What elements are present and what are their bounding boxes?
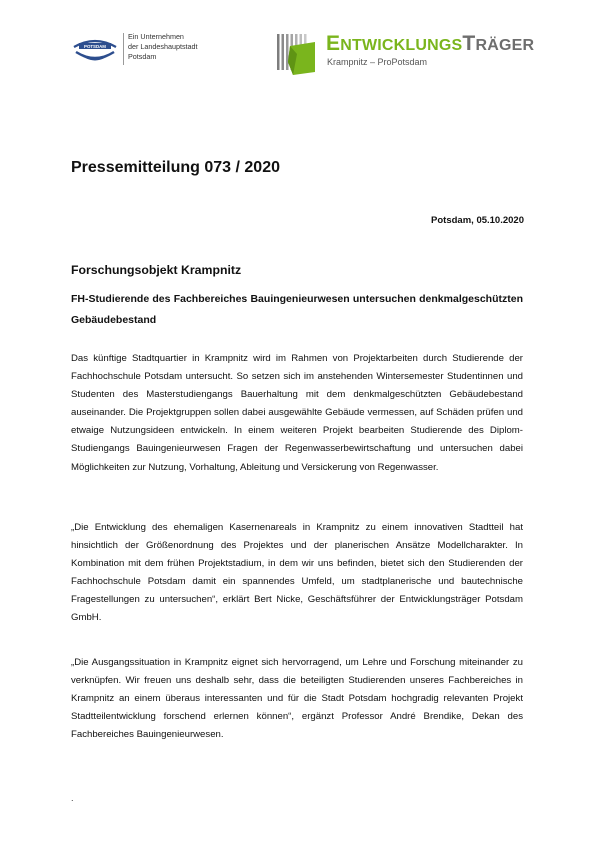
date-line: Potsdam, 05.10.2020	[431, 215, 524, 226]
press-release-title: Pressemitteilung 073 / 2020	[71, 159, 280, 176]
body-paragraph-1: Das künftige Stadtquartier in Krampnitz wird im Rahmen von Projektarbeiten durch Studierende der Fachhochschule Potsdam untersucht. So setzen sich im anstehenden Wintersemester Studentinnen und Studenten des Masterstudiengangs Bauerhaltung mit dem denkmalgeschützten Gebäudebestand auseinander. Die Projektgruppen sollen dabei ausgewählte Gebäude vermessen, auf Schäden prüfen und etwaige Nutzungsideen entwickeln. In einem weiteren Projekt bearbeiten Studierende des Diplom-Studiengangs Bauingenieurwesen Fragen der Regenwasserbewirtschaftung und untersuchen dabei Möglichkeiten zur Nutzung, Vorhaltung, Ableitung und Versickerung von Regenwasser.	[71, 353, 523, 473]
potsdam-tagline	[128, 32, 198, 62]
entwicklungstraeger-wordmark	[326, 32, 534, 58]
wordmark-part-2: NTWICKLUNGS	[340, 37, 463, 54]
entwicklungstraeger-logo-icon	[277, 32, 317, 75]
potsdam-tagline-line-3: Potsdam	[128, 52, 157, 61]
svg-text:POTSDAM: POTSDAM	[84, 44, 106, 49]
body-paragraph-3: „Die Ausgangssituation in Krampnitz eignet sich hervorragend, um Lehre und Forschung miteinander zu verknüpfen. Wir freuen uns deshalb sehr, dass die beteiligten Studierenden unseres Fachbereiches in Krampnitz an einem überaus interessanten und für die Stadt Potsdam hochgradig relevanten Projekt Stadtteilentwicklung forschend erlernen können“, ergänzt Professor André Brendike, Dekan des Fachbereiches Bauingenieurwesen.	[71, 657, 523, 741]
wordmark-part-4: RÄGER	[475, 37, 535, 54]
potsdam-crest-icon	[70, 33, 120, 63]
entwicklungstraeger-subtitle: Krampnitz – ProPotsdam	[327, 57, 428, 67]
potsdam-tagline-line-1: Ein Unternehmen	[128, 32, 184, 41]
logo-divider	[123, 33, 124, 65]
article-heading: Forschungsobjekt Krampnitz	[71, 263, 242, 277]
article-subheadline: FH-Studierende des Fachbereiches Bauingenieurwesen untersuchen denkmalgeschützten Gebäudebestand	[71, 293, 523, 326]
potsdam-tagline-line-2: der Landeshauptstadt	[128, 42, 198, 51]
wordmark-part-3: T	[462, 32, 476, 55]
footer-mark: .	[71, 793, 74, 803]
wordmark-part-1: E	[326, 32, 341, 55]
body-paragraph-2: „Die Entwicklung des ehemaligen Kasernenareals in Krampnitz zu einem innovativen Stadtteil hat hinsichtlich der Größenordnung des Projektes und der planerischen Ansätze Modellcharakter. In Kombination mit dem frühen Projektstadium, in dem wir uns befinden, bietet sich den Studierenden der Fachhochschule Potsdam damit ein spannendes Umfeld, um stadtplanerische und bautechnische Fragestellungen zu untersuchen“, erklärt Bert Nicke, Geschäftsführer der Entwicklungsträger Potsdam GmbH.	[71, 522, 523, 624]
